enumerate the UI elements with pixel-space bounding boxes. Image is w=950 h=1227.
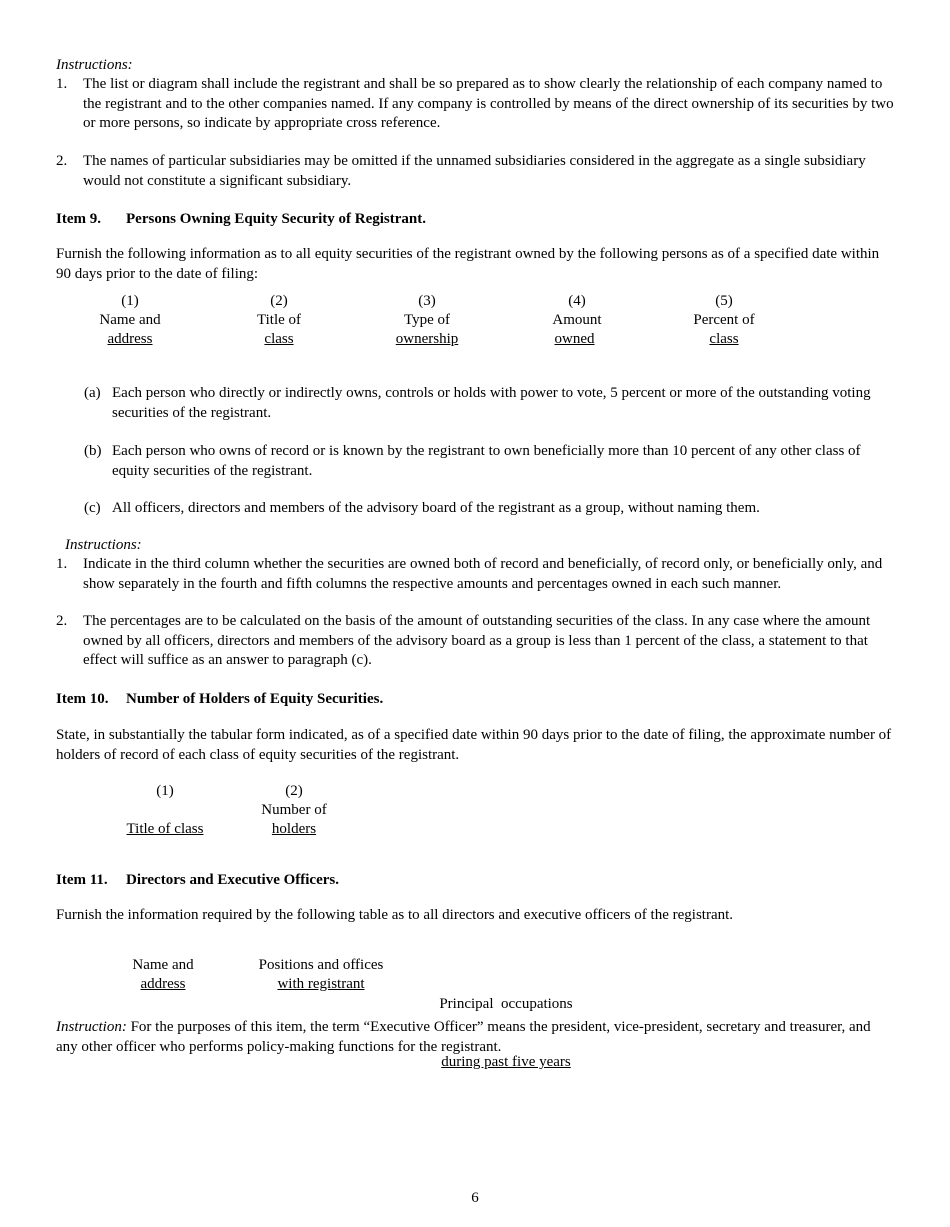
column-header: (4) Amount owned xyxy=(552,293,602,347)
instruction-text: The percentages are to be calculated on the basis of the amount of outstanding securities of the class. In any case where the amount owned by all officers, directors and members of the advisory board as a group is less than 1 percent of the class, a statement to that effect will suffice as an answer to paragraph (c). xyxy=(83,613,871,668)
column-header: (3) Type of ownership xyxy=(395,293,459,347)
column-header: Positions and offices with registrant xyxy=(258,957,384,992)
column-header: (2) Number of holders xyxy=(261,783,327,837)
instruction-number: 1. xyxy=(56,76,68,92)
instruction-text: The names of particular subsidiaries may be omitted if the unnamed subsidiaries considered in the aggregate as a single subsidiary would not constitute a significant subsidiary. xyxy=(83,153,866,189)
column-header: Name and address xyxy=(132,957,194,992)
item-9-intro: Furnish the following information as to all equity securities of the registrant owned by the following persons as of a specified date within 90 days prior to the date of filing: xyxy=(56,246,880,282)
column-header: (1) Title of class xyxy=(126,783,204,837)
instruction-number: 2. xyxy=(56,153,68,169)
instruction-number: 1. xyxy=(56,556,68,572)
column-header: (1) Name and address xyxy=(99,293,161,347)
item-11-title: Directors and Executive Officers. xyxy=(126,872,339,888)
item-11-instruction xyxy=(56,1018,896,1057)
item-10-title: Number of Holders of Equity Securities. xyxy=(126,691,384,707)
column-header: (2) Title of class xyxy=(256,293,302,347)
instruction-number: 2. xyxy=(56,613,68,629)
item-9-title: Persons Owning Equity Security of Registrant. xyxy=(126,211,426,227)
instructions-heading: Instructions: xyxy=(56,57,133,73)
item-11-intro: Furnish the information required by the following table as to all directors and executive officers of the registrant. xyxy=(56,907,734,923)
person-letter: (b) xyxy=(84,443,102,459)
person-letter: (a) xyxy=(84,385,101,401)
instruction-text: Indicate in the third column whether the securities are owned both of record and beneficially, of record only, or beneficially only, and show separately in the fourth and fifth columns the respective amounts and percentages owned in each such manner. xyxy=(83,556,883,592)
person-text: All officers, directors and members of the advisory board of the registrant as a group, without naming them. xyxy=(112,500,760,516)
instruction-label: Instruction: xyxy=(56,1019,127,1035)
instruction-text: For the purposes of this item, the term “Executive Officer” means the president, vice-president, secretary and treasurer, and any other officer who performs policy-making functions for the registrant. xyxy=(56,1019,871,1055)
item-9-label: Item 9. xyxy=(56,211,101,227)
person-letter: (c) xyxy=(84,500,101,516)
person-text: Each person who directly or indirectly owns, controls or holds with power to vote, 5 percent or more of the outstanding voting securities of the registrant. xyxy=(112,385,871,421)
item-11-label: Item 11. xyxy=(56,872,108,888)
column-header: Principal occupations during past five years xyxy=(439,996,573,1070)
item-10-intro: State, in substantially the tabular form indicated, as of a specified date within 90 days prior to the date of filing, the approximate number of holders of record of each class of equity securities of the registrant. xyxy=(56,727,892,763)
instructions-heading: Instructions: xyxy=(65,537,142,553)
column-header: (5) Percent of class xyxy=(693,293,755,347)
person-text: Each person who owns of record or is known by the registrant to own beneficially more than 10 percent of any other class of equity securities of the registrant. xyxy=(112,443,861,479)
instruction-text: The list or diagram shall include the registrant and shall be so prepared as to show clearly the relationship of each company named to the registrant and to the other companies named. If any company is controlled by means of the direct ownership of its securities by two or more persons, so indicate by appropriate cross reference. xyxy=(83,76,894,131)
item-10-label: Item 10. xyxy=(56,691,109,707)
page-number: 6 xyxy=(471,1190,479,1206)
